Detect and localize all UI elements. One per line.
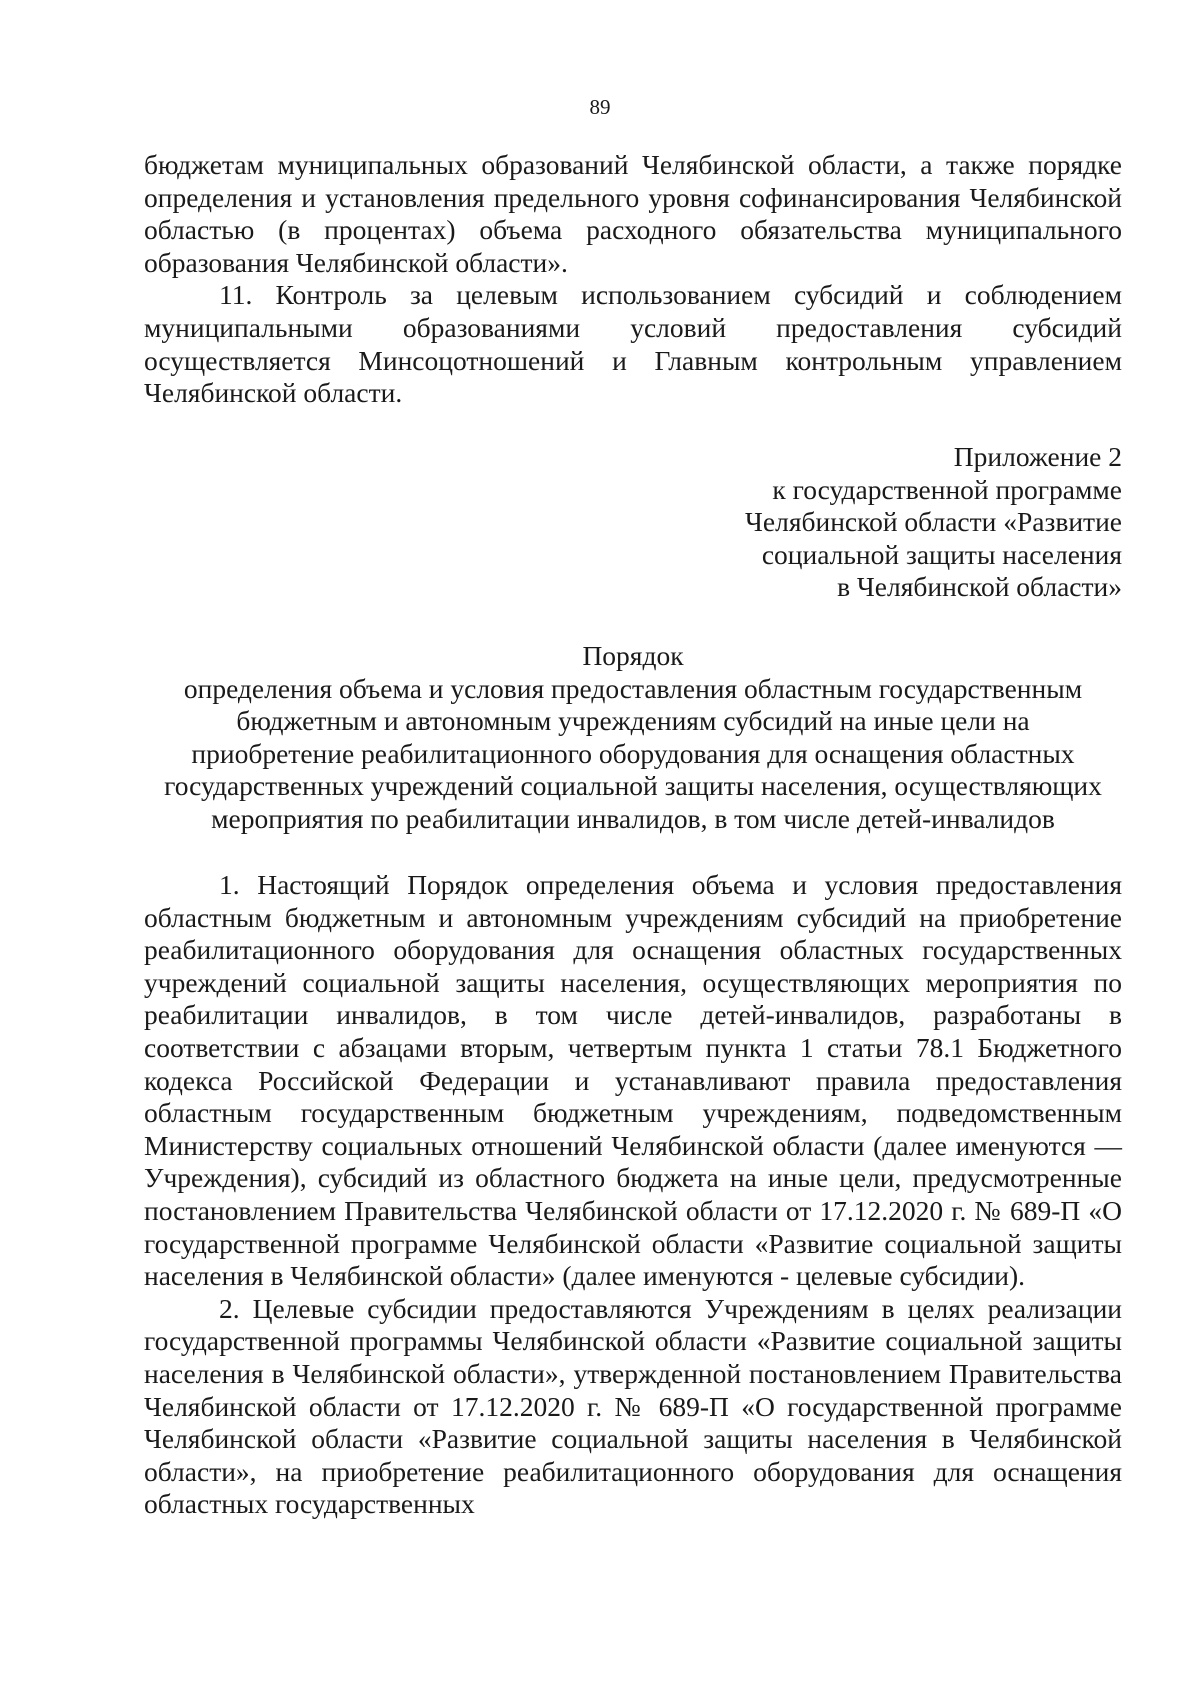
- title-line: приобретение реабилитационного оборудования для оснащения областных: [191, 737, 1075, 769]
- title-heading: Порядок: [582, 640, 684, 671]
- title-line: бюджетным и автономным учреждениям субсидий на иные цели на: [236, 705, 1030, 737]
- paragraph-item-1: 1. Настоящий Порядок определения объема и условия предоставления областным бюджетным и автономным учреждениям субсидий на приобретение реабилитационного оборудования для оснащения областных государственных учреждений социальной защиты населения, осуществляющих мероприятия по реабилитации инвалидов, в том числе детей-инвалидов, разработаны в соответствии с абзацами вторым, четвертым пункта 1 статьи 78.1 Бюджетного кодекса Российской Федерации и устанавливают правила предоставления областным государственным бюджетным учреждениям, подведомственным Министерству социальных отношений Челябинской области (далее именуются — Учреждения), субсидий из областного бюджета на иные цели, предусмотренные постановлением Правительства Челябинской области от 17.12.2020 г. № 689-П «О государственной программе Челябинской области «Развитие социальной защиты населения в Челябинской области» (далее именуются - целевые субсидии).: [144, 869, 1122, 1292]
- paragraph-item-11: 11. Контроль за целевым использованием субсидий и соблюдением муниципальными образованиями условий предоставления субсидий осуществляется Минсоцотношений и Главным контрольным управлением Челябинской области.: [144, 279, 1122, 409]
- continuation-text: [144, 149, 1122, 410]
- title-line: мероприятия по реабилитации инвалидов, в том числе детей-инвалидов: [211, 802, 1055, 834]
- appendix-line: к государственной программе: [772, 473, 1122, 505]
- title-line: определения объема и условия предоставления областным государственным: [183, 672, 1083, 704]
- document-title: [100, 640, 1166, 836]
- body-text: [144, 869, 1122, 1521]
- appendix-caption: [522, 441, 1122, 604]
- paragraph-continuation: бюджетам муниципальных образований Челябинской области, а также порядке определения и установления предельного уровня софинансирования Челябинской областью (в процентах) объема расходного обязательства муниципального образования Челябинской области».: [144, 149, 1122, 278]
- appendix-line: в Челябинской области»: [837, 571, 1122, 603]
- paragraph-item-2: 2. Целевые субсидии предоставляются Учреждениям в целях реализации государственной программы Челябинской области «Развитие социальной защиты населения в Челябинской области», утвержденной постановлением Правительства Челябинской области от 17.12.2020 г. № 689-П «О государственной программе Челябинской области «Развитие социальной защиты населения в Челябинской области», на приобретение реабилитационного оборудования для оснащения областных государственных: [144, 1292, 1122, 1520]
- page-number: 89: [589, 95, 611, 119]
- appendix-line: Челябинской области «Развитие: [745, 506, 1122, 538]
- appendix-line: Приложение 2: [953, 441, 1122, 472]
- appendix-line: социальной защиты населения: [761, 538, 1122, 570]
- title-line: государственных учреждений социальной защиты населения, осуществляющих: [164, 770, 1102, 802]
